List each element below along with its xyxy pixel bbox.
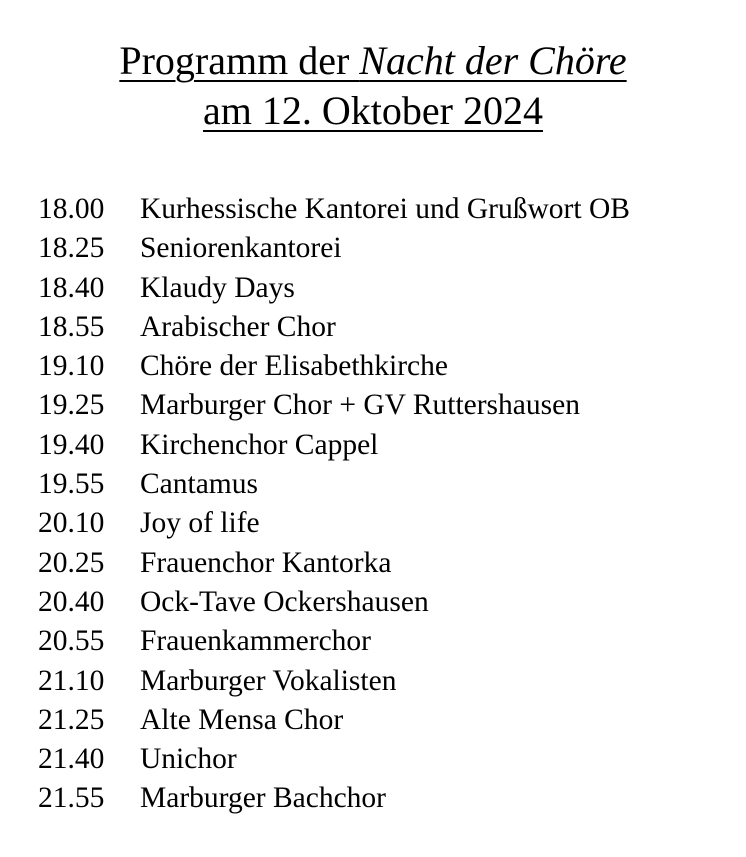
schedule-list bbox=[38, 190, 630, 819]
schedule-act: Frauenchor Kantorka bbox=[140, 546, 392, 579]
schedule-act: Marburger Chor + GV Ruttershausen bbox=[140, 389, 580, 422]
page-title bbox=[0, 36, 746, 86]
schedule-act: Unichor bbox=[140, 743, 237, 776]
page-subtitle bbox=[0, 86, 746, 136]
schedule-act: Marburger Vokalisten bbox=[140, 664, 397, 697]
title-underlined bbox=[119, 38, 626, 83]
schedule-time: 21.40 bbox=[38, 743, 105, 776]
schedule-time: 21.55 bbox=[38, 782, 105, 815]
schedule-time: 20.40 bbox=[38, 585, 105, 618]
schedule-time: 21.25 bbox=[38, 703, 105, 736]
schedule-time: 20.25 bbox=[38, 546, 105, 579]
schedule-act: Kurhessische Kantorei und Grußwort OB bbox=[140, 193, 630, 225]
schedule-act: Ock-Tave Ockershausen bbox=[140, 585, 429, 618]
schedule-act: Chöre der Elisabethkirche bbox=[140, 350, 448, 383]
title-prefix: Programm der bbox=[119, 38, 360, 83]
schedule-row bbox=[38, 465, 630, 504]
schedule-row bbox=[38, 386, 630, 425]
schedule-row bbox=[38, 308, 630, 347]
schedule-act: Alte Mensa Chor bbox=[140, 703, 344, 736]
schedule-row bbox=[38, 544, 630, 583]
schedule-time: 19.40 bbox=[38, 428, 105, 461]
schedule-time: 18.00 bbox=[38, 193, 105, 225]
schedule-time: 20.55 bbox=[38, 625, 105, 658]
schedule-time: 19.10 bbox=[38, 350, 105, 383]
schedule-act: Seniorenkantorei bbox=[140, 232, 342, 265]
schedule-row bbox=[38, 583, 630, 622]
schedule-row bbox=[38, 779, 630, 818]
schedule-time: 18.40 bbox=[38, 271, 105, 304]
schedule-row bbox=[38, 701, 630, 740]
schedule-row bbox=[38, 269, 630, 308]
title-event-name: Nacht der Chöre bbox=[359, 38, 627, 83]
schedule-row bbox=[38, 662, 630, 701]
schedule-row bbox=[38, 426, 630, 465]
schedule-time: 18.25 bbox=[38, 232, 105, 265]
schedule-time: 19.55 bbox=[38, 468, 105, 501]
schedule-act: Kirchenchor Cappel bbox=[140, 428, 379, 461]
schedule-row bbox=[38, 229, 630, 268]
schedule-time: 21.10 bbox=[38, 664, 105, 697]
schedule-row bbox=[38, 190, 630, 229]
schedule-act: Klaudy Days bbox=[140, 271, 295, 304]
schedule-time: 20.10 bbox=[38, 507, 105, 540]
schedule-act: Joy of life bbox=[140, 507, 260, 540]
schedule-row bbox=[38, 347, 630, 386]
subtitle-date: am 12. Oktober 2024 bbox=[203, 88, 543, 133]
schedule-act: Marburger Bachchor bbox=[140, 782, 387, 815]
schedule-act: Frauenkammerchor bbox=[140, 625, 371, 658]
schedule-act: Cantamus bbox=[140, 468, 258, 501]
schedule-time: 18.55 bbox=[38, 310, 105, 343]
schedule-time: 19.25 bbox=[38, 389, 105, 422]
schedule-row bbox=[38, 740, 630, 779]
schedule-act: Arabischer Chor bbox=[140, 310, 336, 343]
schedule-row bbox=[38, 504, 630, 543]
schedule-row bbox=[38, 622, 630, 661]
